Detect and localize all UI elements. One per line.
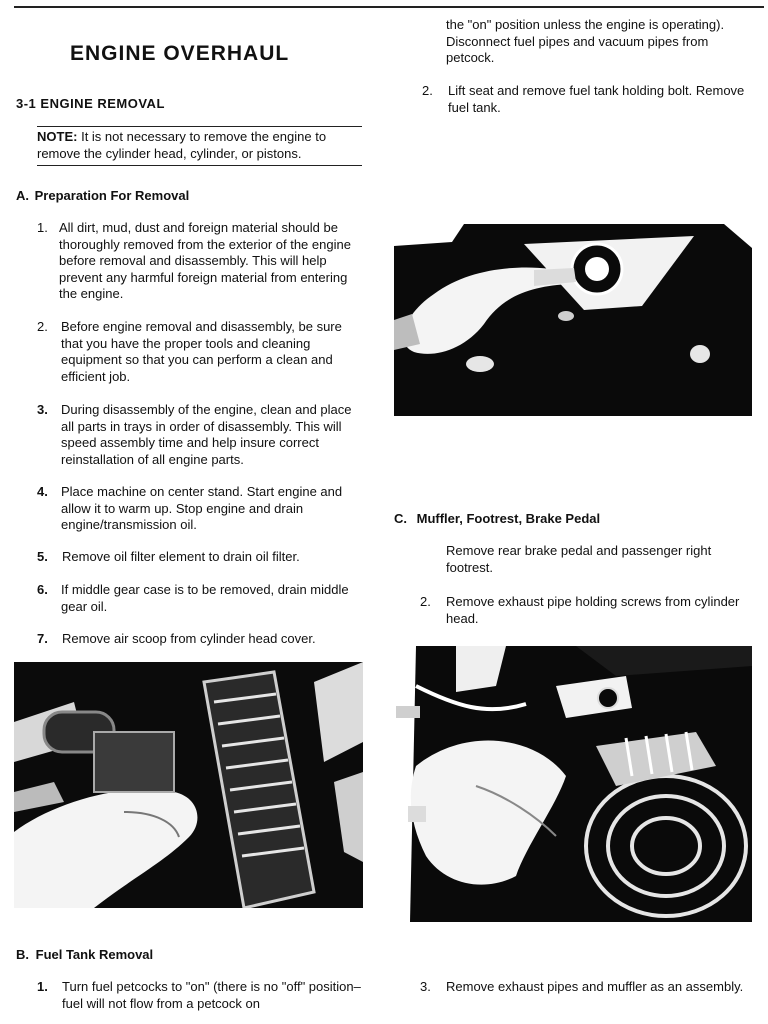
exhaust-pipe-photo	[396, 646, 752, 922]
page-title: ENGINE OVERHAUL	[70, 42, 290, 65]
engine-photo	[14, 662, 363, 908]
subsection-a-letter: A.	[16, 188, 29, 203]
top-rule	[14, 6, 764, 8]
continuation-text: the "on" position unless the engine is operating). Disconnect fuel pipes and vacuum pipes from petcock.	[446, 17, 725, 65]
subsection-b-heading	[16, 947, 153, 962]
note-box	[37, 126, 362, 166]
item-text: Remove oil filter element to drain oil filter.	[62, 549, 300, 564]
subsection-b-letter: B.	[16, 947, 29, 962]
item-text: Turn fuel petcocks to "on" (there is no "off" position–fuel will not flow from a petcock on	[62, 979, 361, 1011]
item-number: 2.	[37, 319, 48, 334]
item-number: 1.	[37, 979, 48, 994]
item-text: During disassembly of the engine, clean and place all parts in trays in order of disassembly. This will speed assembly time and help insure correct reinstallation of all engine parts.	[61, 402, 352, 467]
section-heading: 3-1 ENGINE REMOVAL	[16, 96, 165, 111]
item-text: Lift seat and remove fuel tank holding bolt. Remove fuel tank.	[448, 83, 745, 115]
item-text: If middle gear case is to be removed, drain middle gear oil.	[61, 582, 349, 614]
item-text: All dirt, mud, dust and foreign material should be thoroughly removed from the exterior of the engine before removal and disassembly. This will help prevent any harmful foreign material from entering the engine.	[59, 220, 351, 301]
note-label: NOTE:	[37, 129, 78, 144]
fuel-tank-bolt-photo	[394, 224, 752, 416]
item-number: 3.	[37, 402, 48, 417]
subsection-c-letter: C.	[394, 511, 407, 526]
item-text: Before engine removal and disassembly, be sure that you have the proper tools and cleaning equipment so that you can perform a clean and efficient job.	[61, 319, 342, 384]
item-number: 7.	[37, 631, 48, 646]
subsection-b-title: Fuel Tank Removal	[35, 947, 154, 962]
item-text: Place machine on center stand. Start engine and allow it to warm up. Stop engine and drain engine/transmission oil.	[61, 484, 343, 532]
item-number: 2.	[420, 594, 431, 609]
note-text: It is not necessary to remove the engine to remove the cylinder head, cylinder, or pistons.	[37, 129, 327, 161]
subsection-a-title: Preparation For Removal	[34, 188, 190, 203]
item-number: 6.	[37, 582, 48, 597]
item-number: 3.	[420, 979, 431, 994]
item-number: 1.	[37, 220, 48, 235]
item-text: Remove exhaust pipe holding screws from cylinder head.	[446, 594, 740, 626]
subsection-c-heading	[394, 511, 600, 526]
item-text: Remove air scoop from cylinder head cover.	[62, 631, 316, 646]
subsection-a-heading	[16, 188, 189, 203]
subsection-c-title: Muffler, Footrest, Brake Pedal	[416, 511, 601, 526]
item-number: 4.	[37, 484, 48, 499]
item-text: Remove exhaust pipes and muffler as an assembly.	[446, 979, 744, 994]
item-number: 5.	[37, 549, 48, 564]
section-c-intro: Remove rear brake pedal and passenger right footrest.	[446, 543, 712, 575]
item-number: 2.	[422, 83, 433, 98]
